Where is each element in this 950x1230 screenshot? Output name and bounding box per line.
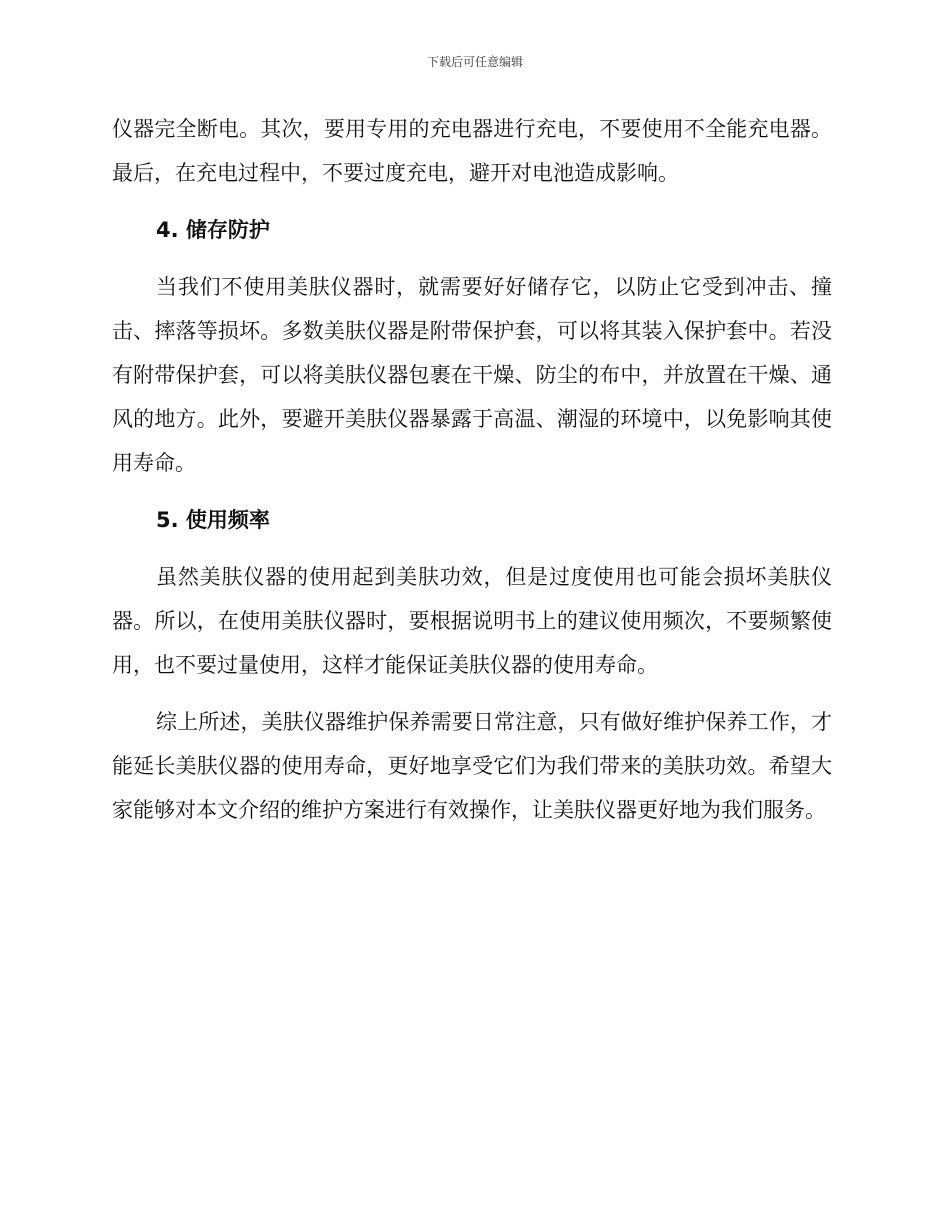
section-heading-storage: 4. 储存防护 [156, 218, 270, 242]
paragraph-frequency: 虽然美肤仪器的使用起到美肤功效，但是过度使用也可能会损坏美肤仪器。所以，在使用美肤仪器时，要根据说明书上的建议使用频次，不要频繁使用，也不要过量使用，这样才能保证美肤仪器的使用寿命。 [112, 565, 832, 677]
paragraph-charging-continued: 仪器完全断电。其次，要用专用的充电器进行充电，不要使用不全能充电器。最后，在充电过程中，不要过度充电，避开对电池造成影响。 [112, 117, 832, 185]
paragraph-storage: 当我们不使用美肤仪器时，就需要好好储存它，以防止它受到冲击、撞击、摔落等损坏。多数美肤仪器是附带保护套，可以将其装入保护套中。若没有附带保护套，可以将美肤仪器包裹在干燥、防尘的布中，并放置在干燥、通风的地方。此外，要避开美肤仪器暴露于高温、潮湿的环境中，以免影响其使用寿命。 [112, 275, 832, 475]
document-body [112, 107, 832, 832]
paragraph-summary: 综上所述，美肤仪器维护保养需要日常注意，只有做好维护保养工作，才能延长美肤仪器的使用寿命，更好地享受它们为我们带来的美肤功效。希望大家能够对本文介绍的维护方案进行有效操作，让美肤仪器更好地为我们服务。 [112, 710, 832, 822]
section-heading-frequency: 5. 使用频率 [156, 508, 270, 532]
page-header: 下载后可任意编辑 [426, 55, 523, 69]
